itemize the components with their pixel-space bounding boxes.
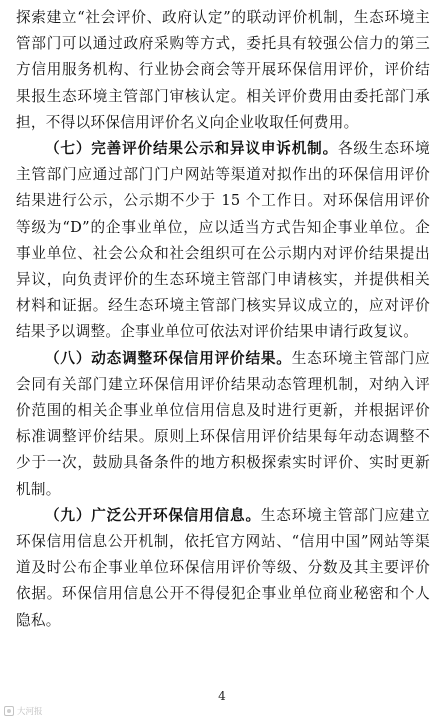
section-8-body: 生态环境主管部门应会同有关部门建立环保信用评价结果动态管理机制，对纳入评价范围的相关企事业单位信用信息及时进行更新，并根据评价标准调整评价结果。原则上环保信用评价结果每年动态调整不少于一次，鼓励具备条件的地方积极探索实时评价、实时更新机制。 [16, 349, 430, 498]
document-page [16, 5, 430, 634]
section-7-body: 各级生态环境主管部门应通过部门门户网站等渠道对拟作出的环保信用评价结果进行公示，公示期不少于 15 个工作日。对环保信用评价等级为“D”的企事业单位，应以适当方式告知企事业单位。企事业单位、社会公众和社会组织可在公示期内对评价结果提出异议，向负责评价的生态环境主管部门申请核实，并提供相关材料和证据。经生态环境主管部门核实异议成立的，应对评价结果予以调整。企事业单位可依法对评价结果申请行政复议。 [16, 140, 430, 341]
watermark-text: 大河报 [17, 707, 43, 717]
page-number: 4 [218, 689, 226, 703]
paragraph-section-8 [16, 346, 430, 503]
camera-icon [4, 706, 14, 716]
watermark [4, 705, 43, 717]
section-9-body: 生态环境主管部门应建立环保信用信息公开机制，依托官方网站、“信用中国”网站等渠道及时公布企事业单位环保信用评价等级、分数及其主要评价依据。环保信用信息公开不得侵犯企事业单位商业秘密和个人隐私。 [16, 506, 430, 629]
section-8-heading: （八）动态调整环保信用评价结果。 [45, 349, 292, 367]
section-9-heading: （九）广泛公开环保信用信息。 [45, 506, 261, 524]
paragraph-body: 探索建立“社会评价、政府认定”的联动评价机制，生态环境主管部门可以通过政府采购等方式，委托具有较强公信力的第三方信用服务机构、行业协会商会等开展环保信用评价，评价结果报生态环境主管部门审核认定。相关评价费用由委托部门承担，不得以环保信用评价名义向企业收取任何费用。 [16, 9, 430, 131]
paragraph-social-evaluation [16, 5, 430, 136]
paragraph-section-9 [16, 503, 430, 634]
paragraph-section-7 [16, 136, 430, 346]
section-7-heading: （七）完善评价结果公示和异议申诉机制。 [45, 140, 338, 158]
